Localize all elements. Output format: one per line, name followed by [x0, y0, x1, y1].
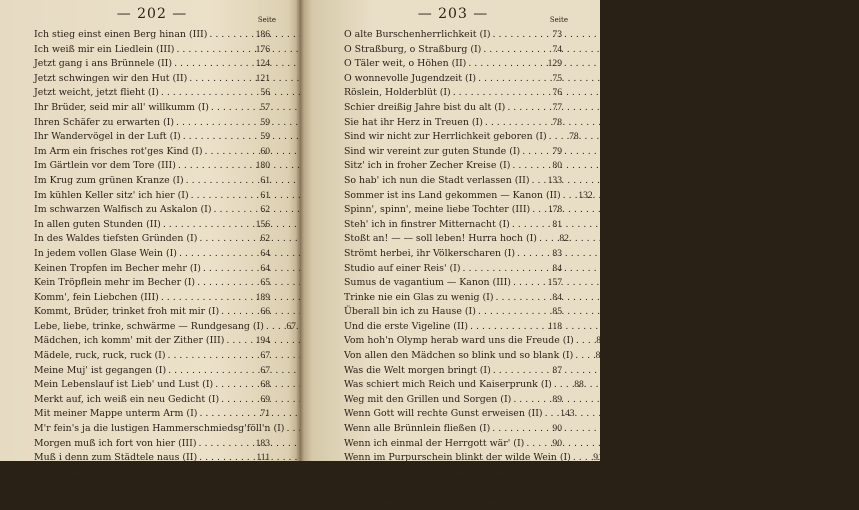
dot-leader: [191, 189, 246, 204]
index-entry: [34, 86, 270, 101]
index-entry: [344, 203, 562, 218]
entry-title: Sommer ist ins Land gekommen — Kanon (II): [344, 189, 561, 201]
entry-title: Röslein, Holderblüt (I): [344, 87, 451, 99]
dot-leader: [168, 364, 246, 379]
dot-leader: [176, 116, 246, 131]
entry-page-number: 61: [260, 189, 270, 201]
entry-page-number: 118: [547, 320, 562, 332]
dot-leader: [226, 334, 246, 349]
right-column-label: Seite: [549, 16, 568, 24]
index-entry: [34, 495, 270, 510]
entry-title: Wenn Gott will rechte Gunst erweisen (II): [344, 408, 543, 420]
index-entry: [344, 480, 562, 495]
dot-leader: [545, 407, 551, 422]
index-entry: [34, 320, 296, 335]
left-column-label: Seite: [257, 16, 276, 24]
index-entry: [34, 189, 270, 204]
dot-leader: [221, 393, 246, 408]
index-entry: [34, 101, 270, 116]
dot-leader: [512, 159, 538, 174]
dot-leader: [526, 437, 538, 452]
index-entry: [344, 247, 562, 262]
index-entry: [34, 378, 270, 393]
entry-title: Ihren Schäfer zu erwarten (I): [34, 116, 175, 128]
entry-page-number: 59: [260, 116, 270, 128]
index-entry: [344, 43, 562, 58]
entry-page-number: 88: [574, 379, 584, 391]
entry-page-number: 83: [552, 247, 562, 259]
entry-title: Nun zu guter Letzt (II): [34, 496, 142, 507]
index-entry: [34, 247, 270, 262]
dot-leader: [463, 262, 538, 277]
right-page: [300, 0, 606, 507]
entry-title: M'r fein's ja die lustigen Hammerschmiedsg'föll'n (I): [34, 423, 285, 435]
index-entry: [344, 130, 579, 145]
entry-page-number: 64: [260, 262, 270, 274]
entry-page-number: 60: [260, 145, 270, 157]
index-entry: [34, 232, 270, 247]
entry-page-number: 178: [547, 204, 563, 216]
index-entry: [34, 72, 270, 87]
index-entry: [344, 466, 562, 481]
dot-leader: [221, 305, 246, 320]
entry-page-number: 92: [552, 466, 562, 478]
dot-leader: [492, 28, 538, 43]
index-entry: [344, 393, 562, 408]
index-entry: [344, 174, 562, 189]
dot-leader: [573, 451, 579, 466]
entry-page-number: 78: [552, 116, 562, 128]
entry-page-number: 132: [578, 189, 593, 201]
entry-page-number: 157: [547, 277, 562, 289]
entry-title: Stoßt an! — — soll leben! Hurra hoch (I): [344, 233, 537, 245]
entry-title: Was die Welt morgen bringt (I): [344, 364, 491, 376]
entry-title: In des Waldes tiefsten Gründen (I): [34, 233, 198, 245]
dot-leader: [205, 145, 247, 160]
index-entry: [344, 437, 562, 452]
dot-leader: [286, 422, 292, 437]
dot-leader: [176, 43, 246, 58]
entry-page-number: 86: [595, 350, 606, 362]
index-entry: [344, 422, 562, 437]
entry-title: Jetzt schwingen wir den Hut (II): [34, 72, 188, 84]
entry-title: Merkt auf, ich weiß ein neu Gedicht (I): [34, 393, 220, 405]
index-entry: [344, 189, 593, 204]
index-entry: [344, 218, 562, 233]
index-entry: [34, 480, 270, 495]
entry-page-number: 147: [255, 496, 270, 507]
entry-title: O wonnevolle Jugendzeit (I): [344, 72, 477, 84]
entry-title: Ich weiß mir ein Liedlein (III): [34, 43, 175, 55]
entry-page-number: 72: [260, 466, 270, 478]
entry-page-number: 86: [596, 335, 606, 347]
dot-leader: [197, 480, 246, 495]
entry-page-number: 71: [260, 408, 270, 420]
index-entry: [34, 305, 270, 320]
entry-title: O Straßburg, o Straßburg (I): [344, 43, 482, 55]
index-entry: [34, 116, 270, 131]
dot-leader: [554, 378, 560, 393]
entry-title: Steh' ich in finstrer Mitternacht (I): [344, 218, 510, 230]
entry-title: Wenn ich einmal der Herrgott wär' (I): [344, 437, 525, 449]
entry-title: O alte Burschenherrlichkeit (I): [344, 29, 491, 40]
entry-page-number: 76: [552, 87, 562, 99]
entry-page-number: 90: [552, 437, 562, 449]
index-entry: [344, 86, 562, 101]
index-entry: [344, 407, 575, 422]
dot-leader: [522, 495, 538, 510]
dot-leader: [478, 305, 538, 320]
entry-page-number: 85: [552, 306, 562, 318]
dot-leader: [496, 291, 538, 306]
entry-title: Sumus de vagantium — Kanon (III): [344, 277, 511, 289]
index-entry: [344, 28, 562, 43]
entry-page-number: 84: [552, 291, 562, 303]
entry-page-number: 121: [255, 72, 270, 84]
entry-page-number: 124: [255, 58, 270, 70]
entry-page-number: 82: [559, 233, 569, 245]
dot-leader: [197, 276, 246, 291]
left-page-number: — 202 —: [116, 6, 188, 22]
index-entry: [34, 422, 285, 437]
left-page-header: [34, 6, 276, 28]
index-entry: [344, 349, 606, 364]
entry-page-number: 77: [552, 101, 562, 113]
entry-page-number: 68: [260, 379, 270, 391]
left-page: [0, 0, 300, 507]
index-entry: [344, 364, 562, 379]
index-entry: [344, 305, 562, 320]
dot-leader: [199, 232, 246, 247]
entry-title: Im Arm ein frisches rot'ges Kind (I): [34, 145, 203, 157]
entry-title: Sie hat ihr Herz in Treuen (I): [344, 116, 483, 128]
dot-leader: [168, 349, 246, 364]
index-entry: [34, 130, 270, 145]
index-entry: [34, 159, 270, 174]
entry-page-number: 73: [552, 29, 562, 40]
right-page-number: — 203 —: [417, 6, 489, 22]
entry-page-number: 183: [255, 437, 270, 449]
index-entry: [34, 407, 270, 422]
entry-title: Kommt, Brüder, trinket froh mit mir (I): [34, 306, 220, 318]
dot-leader: [144, 495, 246, 510]
dot-leader: [483, 43, 538, 58]
entry-page-number: 91: [593, 452, 603, 464]
dot-leader: [460, 480, 538, 495]
entry-page-number: 81: [552, 218, 562, 230]
entry-page-number: 133: [547, 174, 562, 186]
dot-leader: [453, 86, 538, 101]
entry-title: O Täler weit, o Höhen (II): [344, 58, 467, 70]
dot-leader: [576, 334, 582, 349]
index-entry: [34, 364, 270, 379]
dot-leader: [492, 422, 538, 437]
entry-page-number: 194: [255, 335, 270, 347]
dot-leader: [183, 130, 246, 145]
index-entry: [34, 466, 270, 481]
dot-leader: [266, 320, 272, 335]
dot-leader: [186, 466, 246, 481]
index-entry: [344, 159, 562, 174]
entry-page-number: 129: [547, 58, 562, 70]
dot-leader: [563, 189, 569, 204]
dot-leader: [209, 28, 246, 43]
entry-title: Was schiert mich Reich und Kaiserprunk (I): [344, 379, 552, 391]
entry-page-number: 92: [552, 496, 562, 507]
entry-title: Muß i denn zum Städtele naus (II): [34, 452, 198, 464]
entry-page-number: 180: [255, 160, 270, 172]
index-entry: [34, 57, 270, 72]
entry-page-number: 111: [256, 452, 270, 464]
entry-title: Sitz' ich in froher Zecher Kreise (I): [344, 160, 511, 172]
dot-leader: [532, 203, 538, 218]
entry-page-number: 67: [286, 320, 296, 332]
dot-leader: [493, 364, 538, 379]
index-entry: [34, 334, 270, 349]
entry-title: Morgen muß ich fort von hier (III): [34, 437, 197, 449]
entry-title: Sind wir vereint zur guten Stunde (I): [344, 145, 521, 157]
left-index-list: [34, 28, 296, 510]
index-entry: [34, 174, 270, 189]
entry-page-number: 156: [255, 218, 270, 230]
entry-page-number: 176: [255, 43, 270, 55]
index-entry: [34, 291, 270, 306]
entry-title: Mädchen, ich komm' mit der Zither (III): [34, 335, 225, 347]
entry-title: Von allen den Mädchen so blink und so blank (I): [344, 350, 574, 362]
entry-page-number: 62: [260, 233, 270, 245]
entry-title: Sind wir nicht zur Herrlichkeit geboren (I): [344, 131, 547, 143]
dot-leader: [161, 291, 246, 306]
dot-leader: [214, 203, 246, 218]
index-entry: [34, 276, 270, 291]
right-index-list: [344, 28, 606, 510]
dot-leader: [512, 218, 538, 233]
index-entry: [34, 349, 270, 364]
dot-leader: [161, 86, 246, 101]
entry-page-number: 75: [552, 72, 562, 84]
entry-title: Keinen Tropfen im Becher mehr (I): [34, 262, 201, 274]
entry-page-number: 186: [255, 29, 270, 40]
entry-title: Im kühlen Keller sitz' ich hier (I): [34, 189, 189, 201]
entry-page-number: 57: [260, 101, 270, 113]
entry-page-number: 182: [547, 481, 562, 493]
index-entry: [34, 218, 270, 233]
index-entry: [344, 232, 569, 247]
index-entry: [344, 101, 562, 116]
dot-leader: [522, 145, 538, 160]
entry-title: Im Krug zum grünen Kranze (I): [34, 174, 184, 186]
entry-title: Überall bin ich zu Hause (I): [344, 306, 476, 318]
index-entry: [34, 262, 270, 277]
dot-leader: [513, 393, 538, 408]
entry-title: Trinke nie ein Glas zu wenig (I): [344, 291, 494, 303]
entry-title: In jedem vollen Glase Wein (I): [34, 247, 177, 259]
dot-leader: [575, 349, 581, 364]
index-entry: [34, 437, 270, 452]
dot-leader: [513, 276, 538, 291]
entry-title: Wenn alle Brünnlein fließen (I): [344, 423, 491, 435]
entry-title: Wer niemals einen Rausch gehabt (I): [344, 496, 520, 507]
entry-page-number: 189: [255, 291, 270, 303]
entry-page-number: 69: [260, 393, 270, 405]
dot-leader: [211, 101, 246, 116]
dot-leader: [186, 174, 246, 189]
dot-leader: [470, 320, 538, 335]
entry-page-number: 87: [552, 364, 562, 376]
index-entry: [34, 43, 270, 58]
entry-page-number: 84: [552, 262, 562, 274]
dot-leader: [517, 247, 538, 262]
dot-leader: [485, 116, 538, 131]
index-entry: [344, 116, 562, 131]
entry-title: Jetzt weicht, jetzt flieht (I): [34, 87, 159, 99]
entry-title: Studio auf einer Reis' (I): [344, 262, 461, 274]
index-entry: [344, 57, 562, 72]
dot-leader: [528, 466, 538, 481]
entry-title: In allen guten Stunden (II): [34, 218, 161, 230]
index-entry: [344, 451, 603, 466]
index-entry: [344, 145, 562, 160]
entry-page-number: 64: [260, 247, 270, 259]
entry-page-number: 90: [552, 423, 562, 435]
entry-title: Mein Lebenslauf ist Lieb' und Lust (I): [34, 379, 214, 391]
entry-title: Komm', fein Liebchen (III): [34, 291, 159, 303]
index-entry: [344, 262, 562, 277]
index-entry: [34, 28, 270, 43]
entry-title: Wenn wir durch die Straßen ziehen (I): [344, 466, 527, 478]
entry-page-number: 78: [569, 131, 579, 143]
dot-leader: [163, 218, 246, 233]
entry-page-number: 65: [260, 277, 270, 289]
dot-leader: [468, 57, 538, 72]
entry-title: Wenn im Purpurschein blinkt der wilde Wein (I): [344, 452, 571, 464]
dot-leader: [215, 378, 246, 393]
index-entry: [344, 334, 606, 349]
dot-leader: [199, 407, 246, 422]
dot-leader: [178, 159, 246, 174]
entry-title: Wenn wir verreisen (III): [344, 481, 459, 493]
entry-title: Lebe, liebe, trinke, schwärme — Rundgesang (I): [34, 320, 264, 332]
dot-leader: [531, 174, 538, 189]
entry-page-number: 67: [260, 364, 270, 376]
dot-leader: [507, 101, 538, 116]
dot-leader: [203, 262, 246, 277]
entry-title: Weg mit den Grillen und Sorgen (I): [344, 393, 512, 405]
entry-title: Nach Süden nun sich lenken (I): [34, 466, 185, 478]
index-entry: [34, 451, 270, 466]
index-entry: [34, 393, 270, 408]
entry-title: Im schwarzen Walfisch zu Askalon (I): [34, 204, 212, 216]
entry-title: So hab' ich nun die Stadt verlassen (II): [344, 174, 530, 186]
entry-page-number: 62: [260, 204, 270, 216]
entry-title: Ihr Wandervögel in der Luft (I): [34, 131, 181, 143]
index-entry: [34, 203, 270, 218]
entry-title: Meine Muj' ist gegangen (I): [34, 364, 167, 376]
entry-title: Mit meiner Mappe unterm Arm (I): [34, 408, 198, 420]
entry-page-number: 74: [552, 43, 562, 55]
index-entry: [344, 320, 562, 335]
entry-page-number: 59: [260, 131, 270, 143]
entry-title: Ich stieg einst einen Berg hinan (III): [34, 29, 208, 40]
entry-page-number: 89: [552, 393, 562, 405]
dot-leader: [199, 451, 246, 466]
dot-leader: [549, 130, 555, 145]
entry-title: Spinn', spinn', meine liebe Tochter (III): [344, 204, 531, 216]
entry-title: Im Gärtlein vor dem Tore (III): [34, 160, 176, 172]
dot-leader: [179, 247, 246, 262]
entry-page-number: 79: [552, 145, 562, 157]
book-gutter: [296, 0, 304, 461]
dot-leader: [199, 437, 246, 452]
dot-leader: [174, 57, 246, 72]
entry-page-number: 67: [260, 350, 270, 362]
index-entry: [344, 72, 562, 87]
right-page-header: [344, 6, 568, 28]
entry-title: Und die erste Vigeline (II): [344, 320, 469, 332]
entry-page-number: 66: [260, 306, 270, 318]
index-entry: [344, 495, 562, 510]
dot-leader: [539, 232, 545, 247]
entry-title: Strömt herbei, ihr Völkerscharen (I): [344, 247, 516, 259]
entry-title: Nun leb' wohl, du kleine Gasse (I): [34, 481, 196, 493]
entry-title: Ihr Brüder, seid mir all' willkumm (I): [34, 101, 209, 113]
entry-page-number: 80: [552, 160, 562, 172]
index-entry: [344, 276, 562, 291]
entry-page-number: 61: [260, 174, 270, 186]
dot-leader: [478, 72, 538, 87]
entry-title: Vom hoh'n Olymp herab ward uns die Freude (I): [344, 335, 574, 347]
entry-title: Kein Tröpflein mehr im Becher (I): [34, 277, 196, 289]
index-entry: [34, 145, 270, 160]
entry-title: Jetzt gang i ans Brünnele (II): [34, 58, 173, 70]
index-entry: [344, 291, 562, 306]
entry-title: Mädele, ruck, ruck, ruck (I): [34, 350, 166, 362]
entry-page-number: 56: [260, 87, 270, 99]
dot-leader: [189, 72, 246, 87]
entry-page-number: 73: [260, 481, 270, 493]
entry-title: Schier dreißig Jahre bist du alt (I): [344, 101, 506, 113]
index-entry: [344, 378, 584, 393]
entry-page-number: 143: [560, 408, 575, 420]
